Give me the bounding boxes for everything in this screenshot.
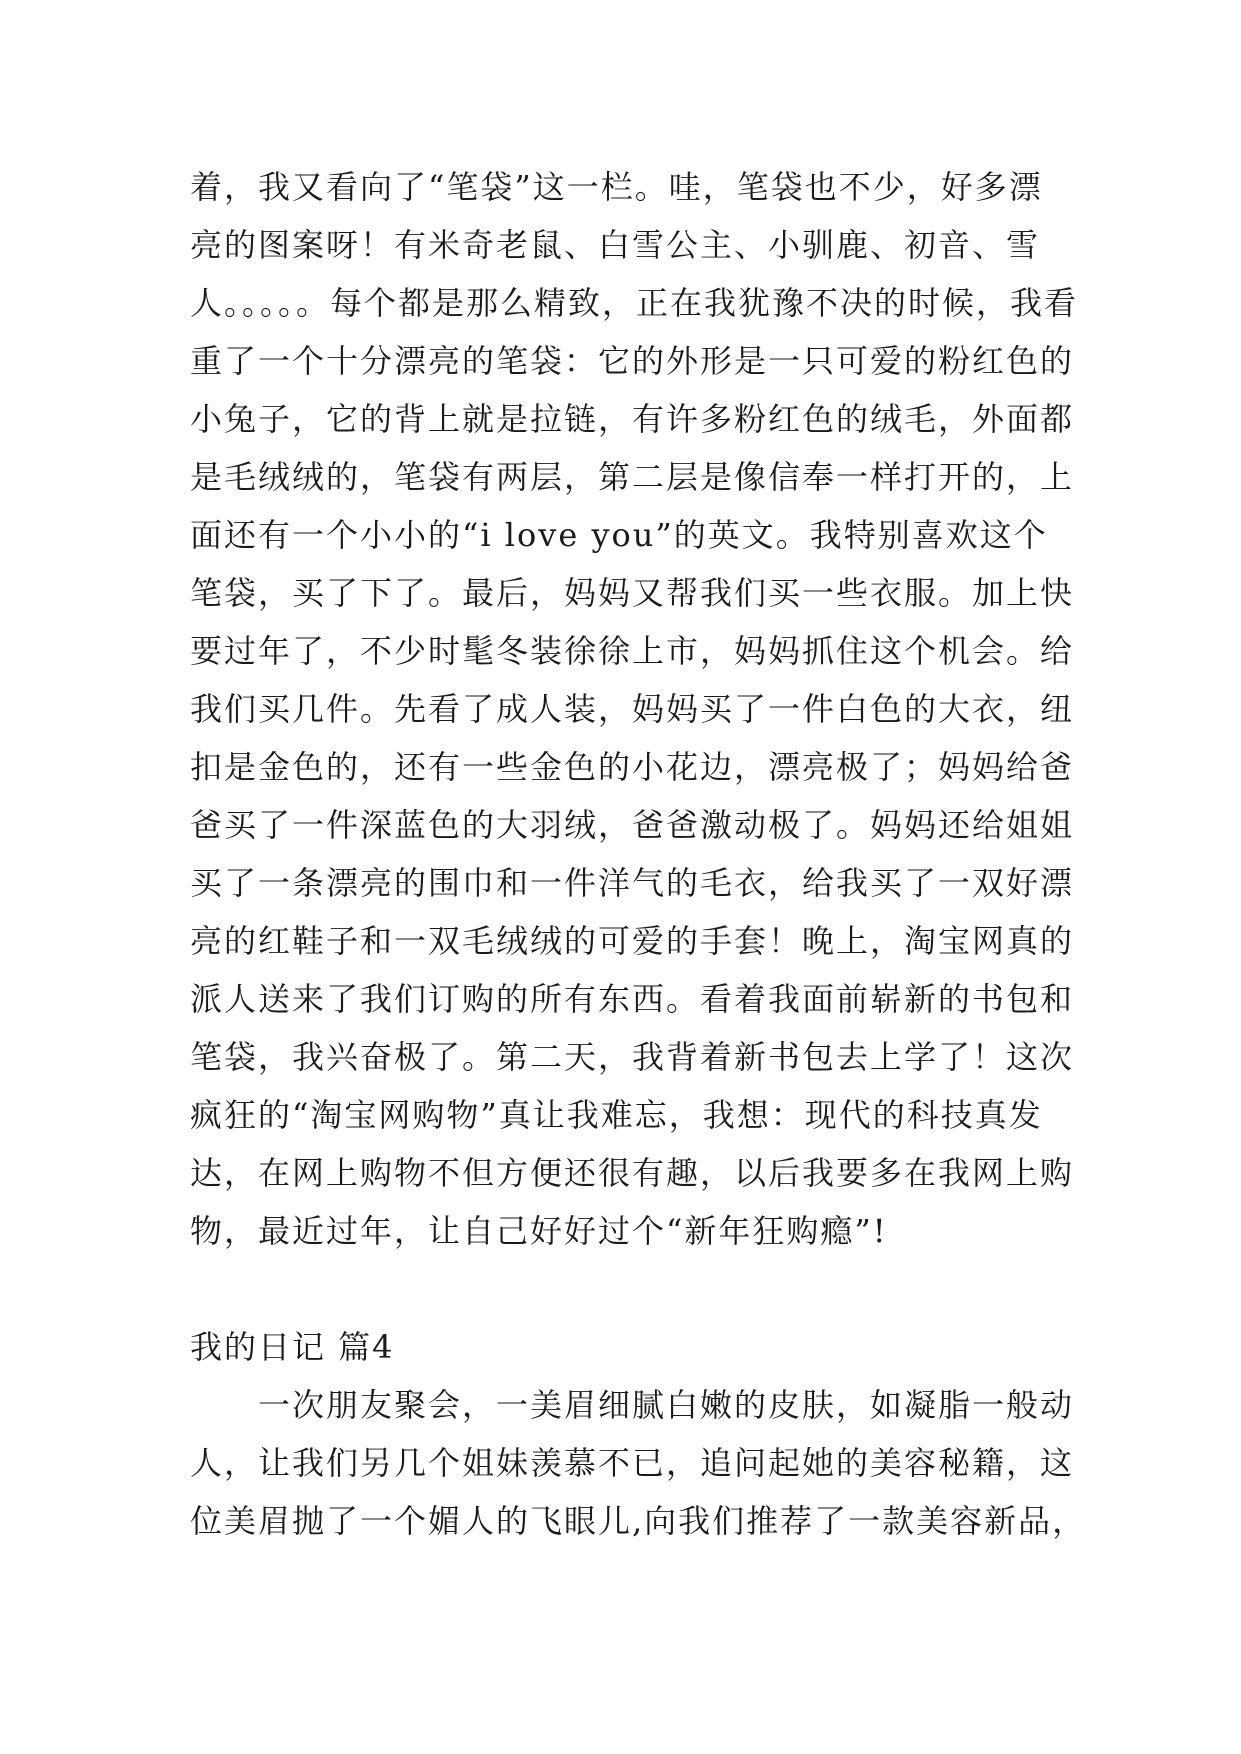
paragraph-1 [190,158,1079,1260]
paragraph-spacer [190,1260,1060,1318]
text-line: 着，我又看向了“笔袋”这一栏。哇，笔袋也不少，好多漂 [190,168,1043,206]
paragraph-2 [190,1376,1087,1550]
text-line: 笔袋，买了下了。最后，妈妈又帮我们买一些衣服。加上快 [190,574,1075,612]
document-body [190,158,1087,1550]
text-line: 位美眉抛了一个媚人的飞眼儿,向我们推荐了一款美容新品， [190,1502,1087,1540]
text-line: 人，让我们另几个姐妹羡慕不已，追问起她的美容秘籍，这 [190,1444,1075,1482]
text-line: 达，在网上购物不但方便还很有趣，以后我要多在我网上购 [190,1154,1075,1192]
text-line: 派人送来了我们订购的所有东西。看着我面前崭新的书包和 [190,980,1075,1018]
text-line: 笔袋，我兴奋极了。第二天，我背着新书包去上学了！这次 [190,1038,1075,1076]
text-line: 面还有一个小小的“i love you”的英文。我特别喜欢这个 [190,516,1048,554]
text-line: 爸买了一件深蓝色的大羽绒，爸爸激动极了。妈妈还给姐姐 [190,806,1075,844]
text-line: 疯狂的“淘宝网购物”真让我难忘，我想：现代的科技真发 [190,1096,1043,1134]
text-line: 是毛绒绒的，笔袋有两层，第二层是像信奉一样打开的，上 [190,458,1075,496]
section-heading: 我的日记 篇4 [190,1328,395,1366]
text-line: 亮的图案呀！有米奇老鼠、白雪公主、小驯鹿、初音、雪 [190,226,1041,264]
text-line: 要过年了，不少时髦冬装徐徐上市，妈妈抓住这个机会。给 [190,632,1075,670]
text-line: 亮的红鞋子和一双毛绒绒的可爱的手套！晚上，淘宝网真的 [190,922,1075,960]
text-line: 扣是金色的，还有一些金色的小花边，漂亮极了；妈妈给爸 [190,748,1075,786]
text-line: 买了一条漂亮的围巾和一件洋气的毛衣，给我买了一双好漂 [190,864,1075,902]
text-line: 物，最近过年，让自己好好过个“新年狂购瘾”! [190,1212,888,1250]
text-line: 一次朋友聚会，一美眉细腻白嫩的皮肤，如凝脂一般动 [258,1386,1075,1424]
text-line: 重了一个十分漂亮的笔袋：它的外形是一只可爱的粉红色的 [190,342,1075,380]
text-line: 人。。。。。每个都是那么精致，正在我犹豫不决的时候，我看 [190,284,1079,322]
text-line: 我们买几件。先看了成人装，妈妈买了一件白色的大衣，纽 [190,690,1075,728]
text-line: 小兔子，它的背上就是拉链，有许多粉红色的绒毛，外面都 [190,400,1075,438]
